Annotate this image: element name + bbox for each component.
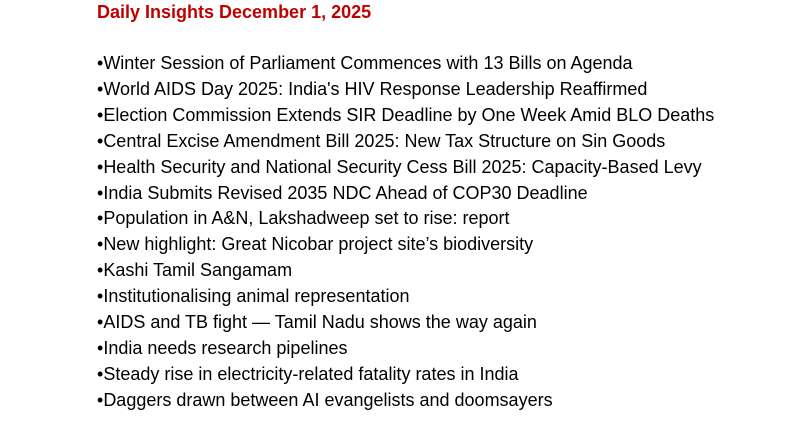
list-item bbox=[97, 51, 714, 77]
list-item bbox=[97, 232, 714, 258]
bullet-char: • bbox=[97, 260, 104, 281]
bullet-char: • bbox=[97, 389, 104, 410]
insights-list bbox=[97, 51, 714, 414]
list-item bbox=[97, 206, 714, 232]
list-item bbox=[97, 284, 714, 310]
page-title: Daily Insights December 1, 2025 bbox=[97, 2, 372, 22]
bullet-char: • bbox=[97, 156, 104, 177]
list-item bbox=[97, 310, 714, 336]
bullet-char: • bbox=[97, 208, 104, 229]
bullet-char: • bbox=[97, 104, 104, 125]
list-item-text: Daggers drawn between AI evangelists and doomsayers bbox=[103, 389, 553, 410]
list-item-text: World AIDS Day 2025: India's HIV Response Leadership Reaffirmed bbox=[103, 78, 648, 99]
list-item-text: India needs research pipelines bbox=[103, 337, 348, 358]
list-item bbox=[97, 388, 714, 414]
list-item bbox=[97, 129, 714, 155]
bullet-char: • bbox=[97, 286, 104, 307]
list-item bbox=[97, 103, 714, 129]
bullet-char: • bbox=[97, 78, 104, 99]
bullet-char: • bbox=[97, 337, 104, 358]
list-item-text: Central Excise Amendment Bill 2025: New Tax Structure on Sin Goods bbox=[103, 130, 666, 151]
bullet-char: • bbox=[97, 234, 104, 255]
list-item bbox=[97, 336, 714, 362]
bullet-char: • bbox=[97, 312, 104, 333]
list-item bbox=[97, 77, 714, 103]
list-item-text: Institutionalising animal representation bbox=[103, 286, 410, 307]
list-item-text: Election Commission Extends SIR Deadline by One Week Amid BLO Deaths bbox=[103, 104, 715, 125]
list-item-text: Population in A&N, Lakshadweep set to rise: report bbox=[103, 208, 510, 229]
bullet-char: • bbox=[97, 182, 104, 203]
list-item-text: Kashi Tamil Sangamam bbox=[103, 260, 293, 281]
bullet-char: • bbox=[97, 130, 104, 151]
list-item-text: Health Security and National Security Cess Bill 2025: Capacity-Based Levy bbox=[103, 156, 702, 177]
list-item-text: AIDS and TB fight — Tamil Nadu shows the way again bbox=[103, 312, 537, 333]
list-item-text: India Submits Revised 2035 NDC Ahead of COP30 Deadline bbox=[103, 182, 588, 203]
list-item-text: Steady rise in electricity-related fatality rates in India bbox=[103, 363, 519, 384]
list-item bbox=[97, 155, 714, 181]
list-item bbox=[97, 258, 714, 284]
bullet-char: • bbox=[97, 53, 104, 73]
list-item-text: Winter Session of Parliament Commences with 13 Bills on Agenda bbox=[103, 53, 633, 73]
bullet-char: • bbox=[97, 363, 104, 384]
list-item bbox=[97, 181, 714, 207]
list-item bbox=[97, 362, 714, 388]
list-item-text: New highlight: Great Nicobar project site’s biodiversity bbox=[103, 234, 534, 255]
